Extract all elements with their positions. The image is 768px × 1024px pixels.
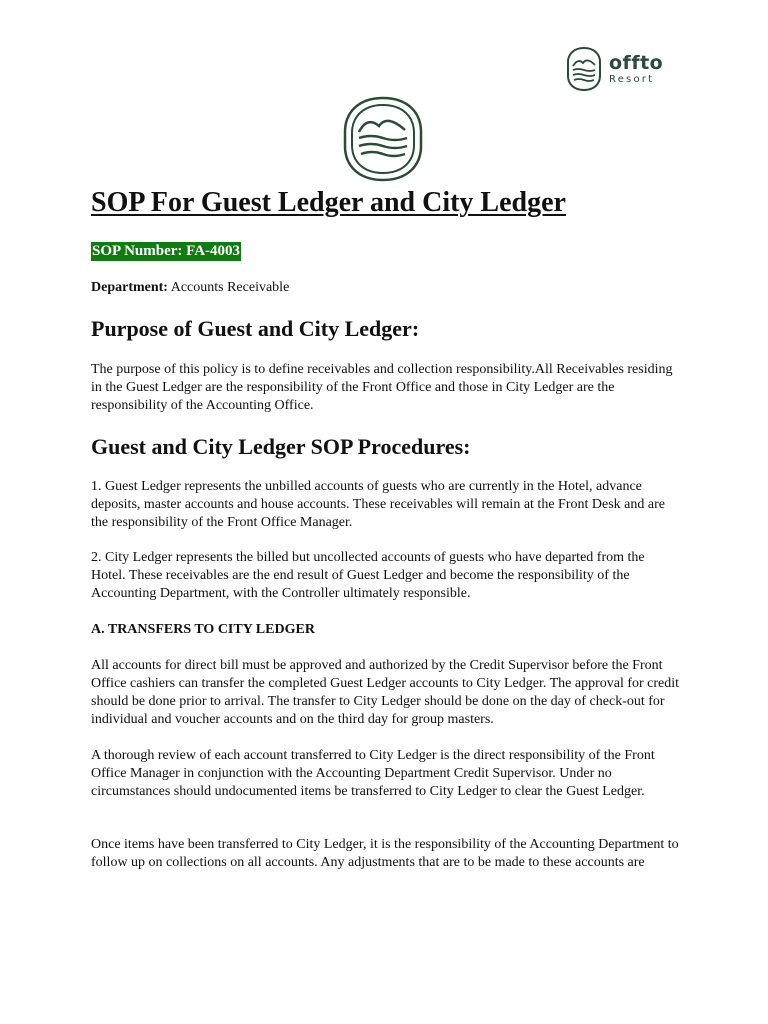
- resort-emblem-icon: [341, 96, 425, 182]
- procedure-1: 1. Guest Ledger represents the unbilled accounts of guests who are currently in the Hotel, advance deposits, master accounts and house accounts. These receivables will remain at the Front Desk and are the responsibility of the Front Office Manager.: [91, 479, 665, 530]
- transfers-paragraph-3: Once items have been transferred to City Ledger, it is the responsibility of the Accounting Department to follow up on collections on all accounts. Any adjustments that are to be made to these accounts are: [91, 837, 679, 870]
- transfers-paragraph-1: All accounts for direct bill must be approved and authorized by the Credit Supervisor before the Front Office cashiers can transfer the completed Guest Ledger accounts to City Ledger. The approval for credit should be done prior to arrival. The transfer to City Ledger should be done on the day of check-out for individual and voucher accounts and on the third day for group masters.: [91, 658, 680, 727]
- brand-logo: [565, 46, 675, 92]
- brand-name: offto: [609, 51, 664, 74]
- transfers-paragraph-2: A thorough review of each account transferred to City Ledger is the direct responsibility of the Front Office Manager in conjunction with the Accounting Department Credit Supervisor. Under no circumstances should undocumented items be transferred to City Ledger to clear the Guest Ledger.: [91, 748, 655, 799]
- department-line: [91, 280, 289, 296]
- purpose-text: The purpose of this policy is to define receivables and collection responsibility.All Receivables residing in the Guest Ledger are the responsibility of the Front Office and those in City Ledger are the responsibility of the Accounting Office.: [91, 362, 673, 413]
- procedures-heading: Guest and City Ledger SOP Procedures:: [91, 434, 471, 459]
- brand-wordmark: [609, 51, 664, 85]
- document-title: SOP For Guest Ledger and City Ledger: [91, 187, 566, 218]
- brand-sub: Resort: [609, 73, 655, 85]
- sop-number-badge: SOP Number: FA-4003: [92, 243, 241, 259]
- transfers-subheading: A. TRANSFERS TO CITY LEDGER: [91, 622, 315, 637]
- department-label: Department:: [91, 280, 168, 295]
- department-value: Accounts Receivable: [170, 280, 290, 295]
- resort-logo-icon: [565, 46, 603, 92]
- purpose-heading: Purpose of Guest and City Ledger:: [91, 316, 420, 341]
- procedure-2: 2. City Ledger represents the billed but uncollected accounts of guests who have departed from the Hotel. These receivables are the end result of Guest Ledger and become the responsibility of the Accounting Department, with the Controller ultimately responsible.: [91, 550, 645, 601]
